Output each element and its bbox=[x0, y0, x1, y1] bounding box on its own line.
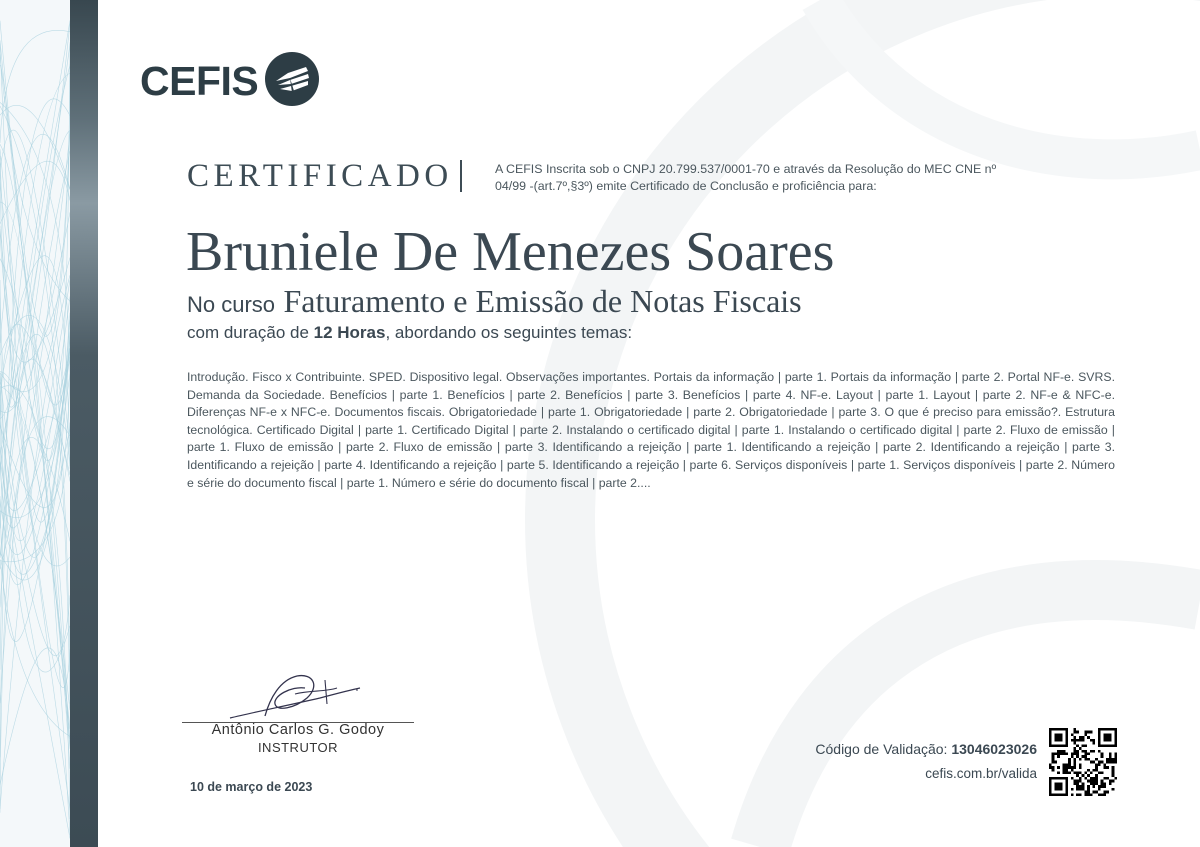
instructor-role: INSTRUTOR bbox=[257, 740, 339, 755]
legal-statement: A CEFIS Inscrita sob o CNPJ 20.799.537/0001-70 e através da Resolução do MEC CNE nº 04/99 -(art.7º,§3º) emite Certificado de Conclusão e proficiência para: bbox=[495, 162, 997, 193]
course-name: Faturamento e Emissão de Notas Fiscais bbox=[283, 283, 802, 319]
student-name: Bruniele De Menezes Soares bbox=[186, 221, 835, 283]
validation-url-link[interactable]: cefis.com.br/valida bbox=[925, 766, 1037, 781]
decorative-side-bar bbox=[70, 0, 98, 847]
validation-code: 13046023026 bbox=[951, 741, 1037, 757]
logo-text: CEFIS bbox=[140, 57, 259, 104]
course-duration bbox=[187, 323, 632, 343]
validation-info bbox=[815, 741, 1037, 757]
duration-value: 12 Horas bbox=[313, 323, 386, 342]
certificate-title: CERTIFICADO bbox=[187, 158, 453, 194]
cefis-logo bbox=[140, 52, 320, 110]
duration-suffix: , abordando os seguintes temas: bbox=[385, 323, 633, 342]
issue-date: 10 de março de 2023 bbox=[190, 780, 313, 794]
course-line bbox=[187, 283, 802, 320]
course-prefix: No curso bbox=[187, 292, 276, 317]
title-divider bbox=[460, 160, 462, 192]
instructor-name: Antônio Carlos G. Godoy bbox=[211, 722, 385, 738]
qr-code-icon[interactable] bbox=[1045, 724, 1121, 800]
decorative-side-pattern bbox=[0, 0, 70, 847]
course-topics: Introdução. Fisco x Contribuinte. SPED. Dispositivo legal. Observações importantes. Portais da informação | parte 1. Portais da informação | parte 2. Portal NF-e. SVRS. Demanda da Sociedade. Benefícios | parte 1. Benefícios | parte 2. Benefícios | parte 3. Benefícios | parte 4. NF-e. Layout | parte 1. Layout | parte 2. NF-e & NFC-e. Diferenças NF-e x NFC-e. Documentos fiscais. Obrigatoriedade | parte 1. Obrigatoriedade | parte 2. Obrigatoriedade | parte 3. O que é preciso para emissão?. Estrutura tecnológica. Certificado Digital | parte 1. Certificado Digital | parte 2. Instalando o certificado digital | parte 1. Instalando o certificado digital | parte 2. Fluxo de emissão | parte 1. Fluxo de emissão | parte 2. Fluxo de emissão | parte 3. Identificando a rejeição | parte 1. Identificando a rejeição | parte 2. Identificando a rejeição | parte 3. Identificando a rejeição | parte 4. Identificando a rejeição | parte 5. Identificando a rejeição | parte 6. Serviços disponíveis | parte 1. Serviços disponíveis | parte 2. Número e série do documento fiscal | parte 1. Número e série do documento fiscal | parte 2.... bbox=[187, 370, 1115, 490]
instructor-signature bbox=[225, 668, 370, 728]
cefis-book-emblem-icon bbox=[264, 51, 320, 112]
validation-label: Código de Validação: bbox=[815, 741, 948, 757]
duration-prefix: com duração de bbox=[187, 323, 309, 342]
